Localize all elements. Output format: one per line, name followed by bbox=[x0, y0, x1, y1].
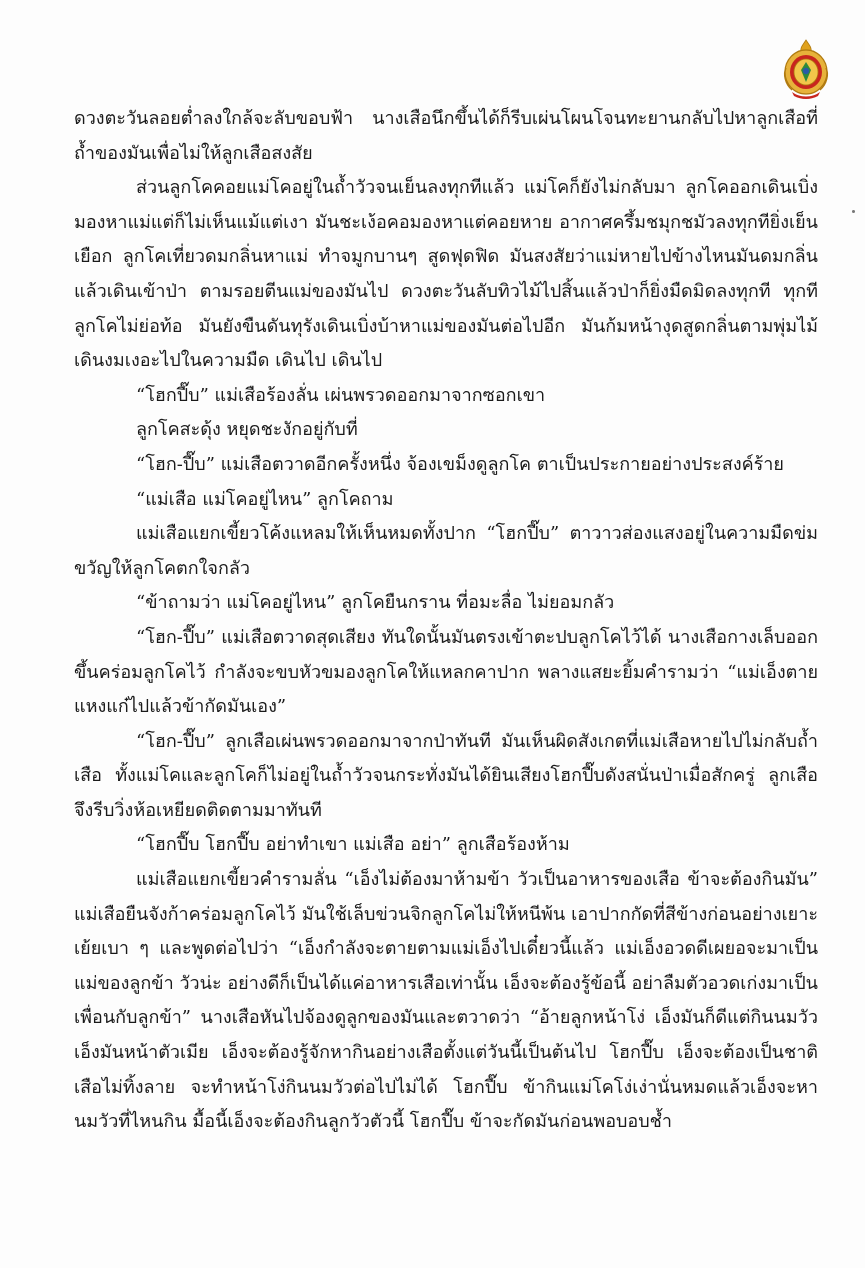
royal-seal-icon bbox=[780, 38, 832, 100]
scan-speck bbox=[852, 210, 855, 213]
paragraph-12: แม่เสือแยกเขี้ยวคำรามลั่น “เอ็งไม่ต้องมาห้ามข้า วัวเป็นอาหารของเสือ ข้าจะต้องกินมัน” แม่เสือยืนจังก้าคร่อมลูกโคไว้ มันใช้เล็บข่วนจิกลูกโคไม่ให้หนีพ้น เอาปากกัดที่สีข้างก่อนอย่างเยาะเย้ยเบา ๆ และพูดต่อไปว่า “เอ็งกำลังจะตายตามแม่เอ็งไปเดี๋ยวนี้แล้ว แม่เอ็งอวดดีเผยอจะมาเป็นแม่ของลูกข้า วัวน่ะ อย่างดีก็เป็นได้แค่อาหารเสือเท่านั้น เอ็งจะต้องรู้ข้อนี้ อย่าลืมตัวอวดเก่งมาเป็นเพื่อนกับลูกข้า” นางเสือหันไปจ้องดูลูกของมันและตวาดว่า “อ้ายลูกหน้าโง่ เอ็งมันก็ดีแต่กินนมวัว เอ็งมันหน้าตัวเมีย เอ็งจะต้องรู้จักหากินอย่างเสือตั้งแต่วันนี้เป็นต้นไป โฮกปี๊บ เอ็งจะต้องเป็นชาติเสือไม่ทิ้งลาย จะทำหน้าโง่กินนมวัวต่อไปไม่ได้ โฮกปี๊บ ข้ากินแม่โคโง่เง่านั่นหมดแล้วเอ็งจะหานมวัวที่ไหนกิน มื้อนี้เอ็งจะต้องกินลูกวัวตัวนี้ โฮกปี๊บ ข้าจะกัดมันก่อนพอบอบช้ำ bbox=[74, 869, 818, 1133]
paragraph-5: “โฮก-ปี๊บ” แม่เสือตวาดอีกครั้งหนึ่ง จ้องเขม็งดูลูกโค ตาเป็นประกายอย่างประสงค์ร้าย bbox=[136, 453, 784, 475]
paragraph-9: “โฮก-ปี๊บ” แม่เสือตวาดสุดเสียง ทันใดนั้นมันตรงเข้าตะปบลูกโคไว้ได้ นางเสือกางเล็บออก ขึ้นคร่อมลูกโคไว้ กำลังจะขบหัวขมองลูกโคให้แหลกคาปาก พลางแสยะยิ้มคำรามว่า “แม่เอ็งตายแหงแก๋ไปแล้วข้ากัดมันเอง” bbox=[74, 626, 818, 718]
paragraph-7: แม่เสือแยกเขี้ยวโค้งแหลมให้เห็นหมดทั้งปาก “โฮกปี๊บ” ตาวาวส่องแสงอยู่ในความมืดข่มขวัญให้ลูกโคตกใจกลัว bbox=[74, 523, 818, 579]
paragraph-8: “ข้าถามว่า แม่โคอยู่ไหน” ลูกโคยืนกราน ที่อมะลื่อ ไม่ยอมกลัว bbox=[136, 592, 615, 614]
paragraph-11: “โฮกปี๊บ โฮกปี๊บ อย่าทำเขา แม่เสือ อย่า” ลูกเสือร้องห้าม bbox=[136, 834, 570, 856]
paragraph-1: ดวงตะวันลอยต่ำลงใกล้จะลับขอบฟ้า นางเสือนึกขึ้นได้ก็รีบเผ่นโผนโจนทะยานกลับไปหาลูกเสือที่ถ้ำของมันเพื่อไม่ให้ลูกเสือสงสัย bbox=[74, 108, 818, 164]
paragraph-3: “โฮกปี๊บ” แม่เสือร้องลั่น เผ่นพรวดออกมาจากซอกเขา bbox=[136, 384, 546, 406]
paragraph-10: “โฮก-ปี๊บ” ลูกเสือเผ่นพรวดออกมาจากป่าทันที มันเห็นผิดสังเกตที่แม่เสือหายไปไม่กลับถ้ำเสือ ทั้งแม่โคและลูกโคก็ไม่อยู่ในถ้ำวัวจนกระทั่งมันได้ยินเสียงโฮกปี๊บดังสนั่นป่าเมื่อสักครู่ ลูกเสือจึงรีบวิ่งห้อเหยียดติดตามมาทันที bbox=[74, 730, 818, 821]
paragraph-2: ส่วนลูกโคคอยแม่โคอยู่ในถ้ำวัวจนเย็นลงทุกทีแล้ว แม่โคก็ยังไม่กลับมา ลูกโคออกเดินเบิ่งมองหาแม่แต่ก็ไม่เห็นแม้แต่เงา มันชะเง้อคอมองหาแต่คอยหาย อากาศครึ้มชมุกชมัวลงทุกทียิ่งเย็นเยือก ลูกโคเที่ยวดมกลิ่นหาแม่ ทำจมูกบานๆ สูดฟุดฟิด มันสงสัยว่าแม่หายไปข้างไหนมันดมกลิ่นแล้วเดินเข้าป่า ตามรอยตีนแม่ของมันไป ดวงตะวันลับทิวไม้ไปสิ้นแล้วป่าก็ยิ่งมืดมิดลงทุกที ทุกที ลูกโคไม่ย่อท้อ มันยังขืนดันทุรังเดินเบิ่งบ้าหาแม่ของมันต่อไปอีก มันก้มหน้างุดสูดกลิ่นตามพุ่มไม้ เดินงมเงอะไปในความมืด เดินไป เดินไป bbox=[74, 177, 818, 372]
paragraph-4: ลูกโคสะดุ้ง หยุดชะงักอยู่กับที่ bbox=[136, 419, 358, 441]
story-body bbox=[74, 102, 818, 1140]
paragraph-6: “แม่เสือ แม่โคอยู่ไหน” ลูกโคถาม bbox=[136, 488, 394, 510]
